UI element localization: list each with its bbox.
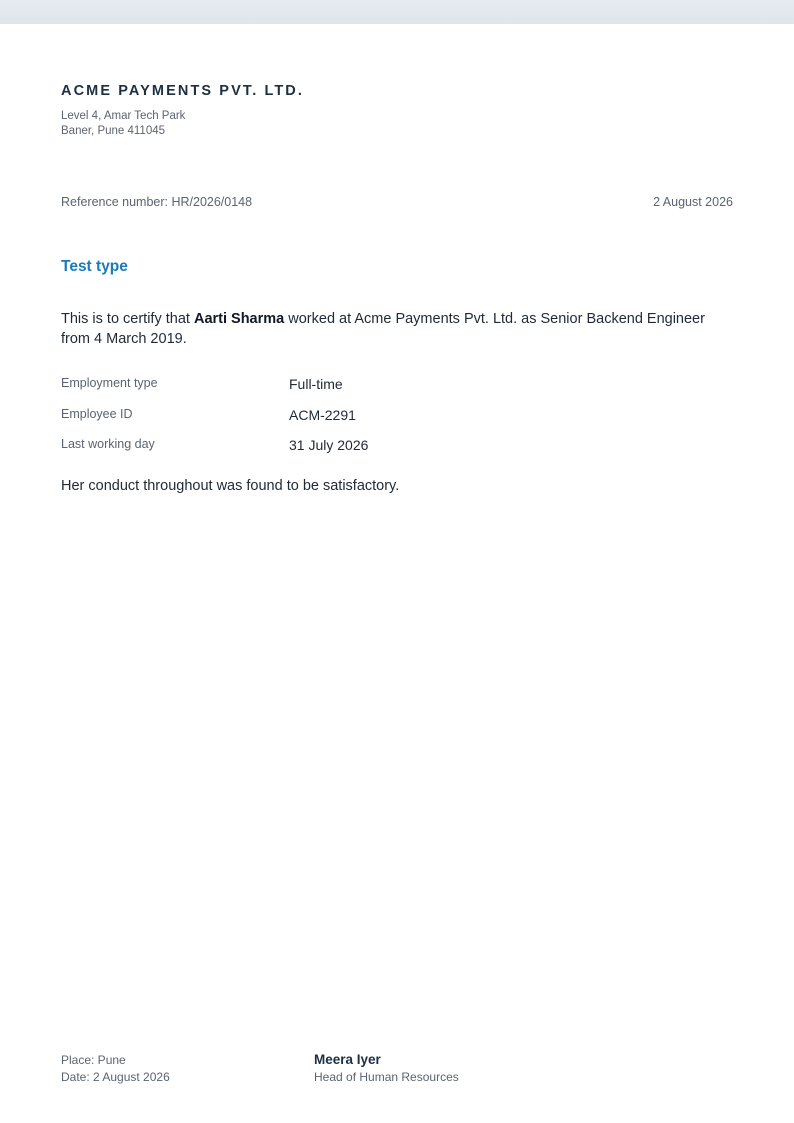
- conduct-statement: Her conduct throughout was found to be satisfactory.: [61, 478, 400, 494]
- footer-place: Place: Pune: [61, 1053, 126, 1067]
- company-name: ACME PAYMENTS PVT. LTD.: [61, 83, 304, 99]
- company-address-line-1: Level 4, Amar Tech Park: [61, 110, 186, 122]
- signatory-role: Head of Human Resources: [314, 1070, 459, 1084]
- signatory-name: Meera Iyer: [314, 1052, 381, 1067]
- reference-number: Reference number: HR/2026/0148: [61, 195, 253, 209]
- detail-label-employee-id: Employee ID: [61, 407, 133, 421]
- company-address-line-2: Baner, Pune 411045: [61, 125, 166, 137]
- detail-value-last-working-day: 31 July 2026: [289, 437, 369, 453]
- certificate-body: [61, 309, 733, 349]
- detail-label-employment-type: Employment type: [61, 376, 158, 390]
- certificate-details: worked at Acme Payments Pvt. Ltd. as Senior Backend Engineer from 4 March 2019.: [61, 311, 705, 347]
- employee-name: Aarti Sharma: [193, 311, 285, 327]
- top-strip: [0, 0, 794, 24]
- footer-date: Date: 2 August 2026: [61, 1070, 170, 1084]
- detail-value-employment-type: Full-time: [289, 376, 343, 392]
- document-title: Test type: [61, 258, 128, 275]
- letter-page: [0, 24, 794, 1123]
- detail-label-last-working-day: Last working day: [61, 437, 155, 451]
- letter-date: 2 August 2026: [653, 195, 733, 209]
- detail-value-employee-id: ACM-2291: [289, 407, 356, 423]
- certificate-intro: This is to certify that: [61, 311, 194, 327]
